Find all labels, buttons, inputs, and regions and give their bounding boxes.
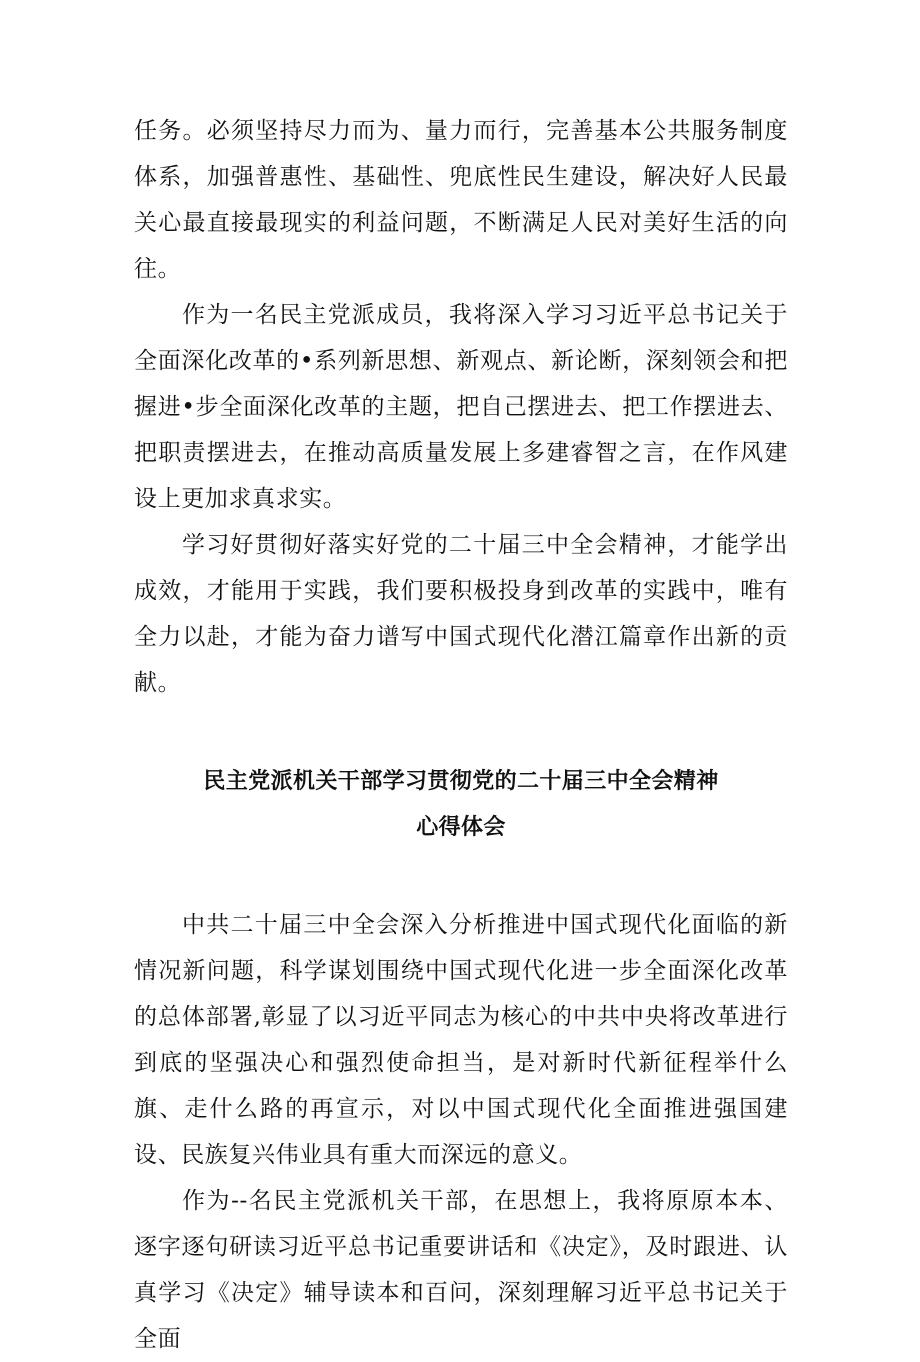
section-title (134, 759, 788, 851)
paragraph-cadre-study: 作为--名民主党派机关干部，在思想上，我将原原本本、逐字逐句研读习近平总书记重要讲话和《决定》，及时跟进、认真学习《决定》辅导读本和百问，深刻理解习近平总书记关于全面 (134, 1188, 788, 1352)
paragraph-continued: 任务。必须坚持尽力而为、量力而行，完善基本公共服务制度体系，加强普惠性、基础性、兜底性民生建设，解决好人民最关心最直接最现实的利益问题，不断满足人民对美好生活的向往。 (134, 118, 788, 282)
paragraph-plenum-analysis: 中共二十届三中全会深入分析推进中国式现代化面临的新情况新问题，科学谋划围绕中国式现代化进一步全面深化改革的总体部署,彰显了以习近平同志为核心的中共中央将改革进行到底的坚强决心和强烈使命担当，是对新时代新征程举什么旗、走什么路的再宣示，对以中国式现代化全面推进强国建设、民族复兴伟业具有重大而深远的意义。 (134, 912, 788, 1168)
document-body (134, 108, 788, 1362)
paragraph-member-commitment: 作为一名民主党派成员，我将深入学习习近平总书记关于全面深化改革的•系列新思想、新观点、新论断，深刻领会和把握进•步全面深化改革的主题，把自己摆进去、把工作摆进去、把职责摆进去，在推动高质量发展上多建睿智之言，在作风建设上更加求真求实。 (134, 302, 788, 512)
section-title-line-2: 心得体会 (416, 815, 506, 840)
section-title-line-1: 民主党派机关干部学习贯彻党的二十届三中全会精神 (203, 769, 719, 794)
paragraph-closing: 学习好贯彻好落实好党的二十届三中全会精神，才能学出成效，才能用于实践，我们要积极投身到改革的实践中，唯有全力以赴，才能为奋力谱写中国式现代化潜江篇章作出新的贡献。 (134, 532, 788, 696)
